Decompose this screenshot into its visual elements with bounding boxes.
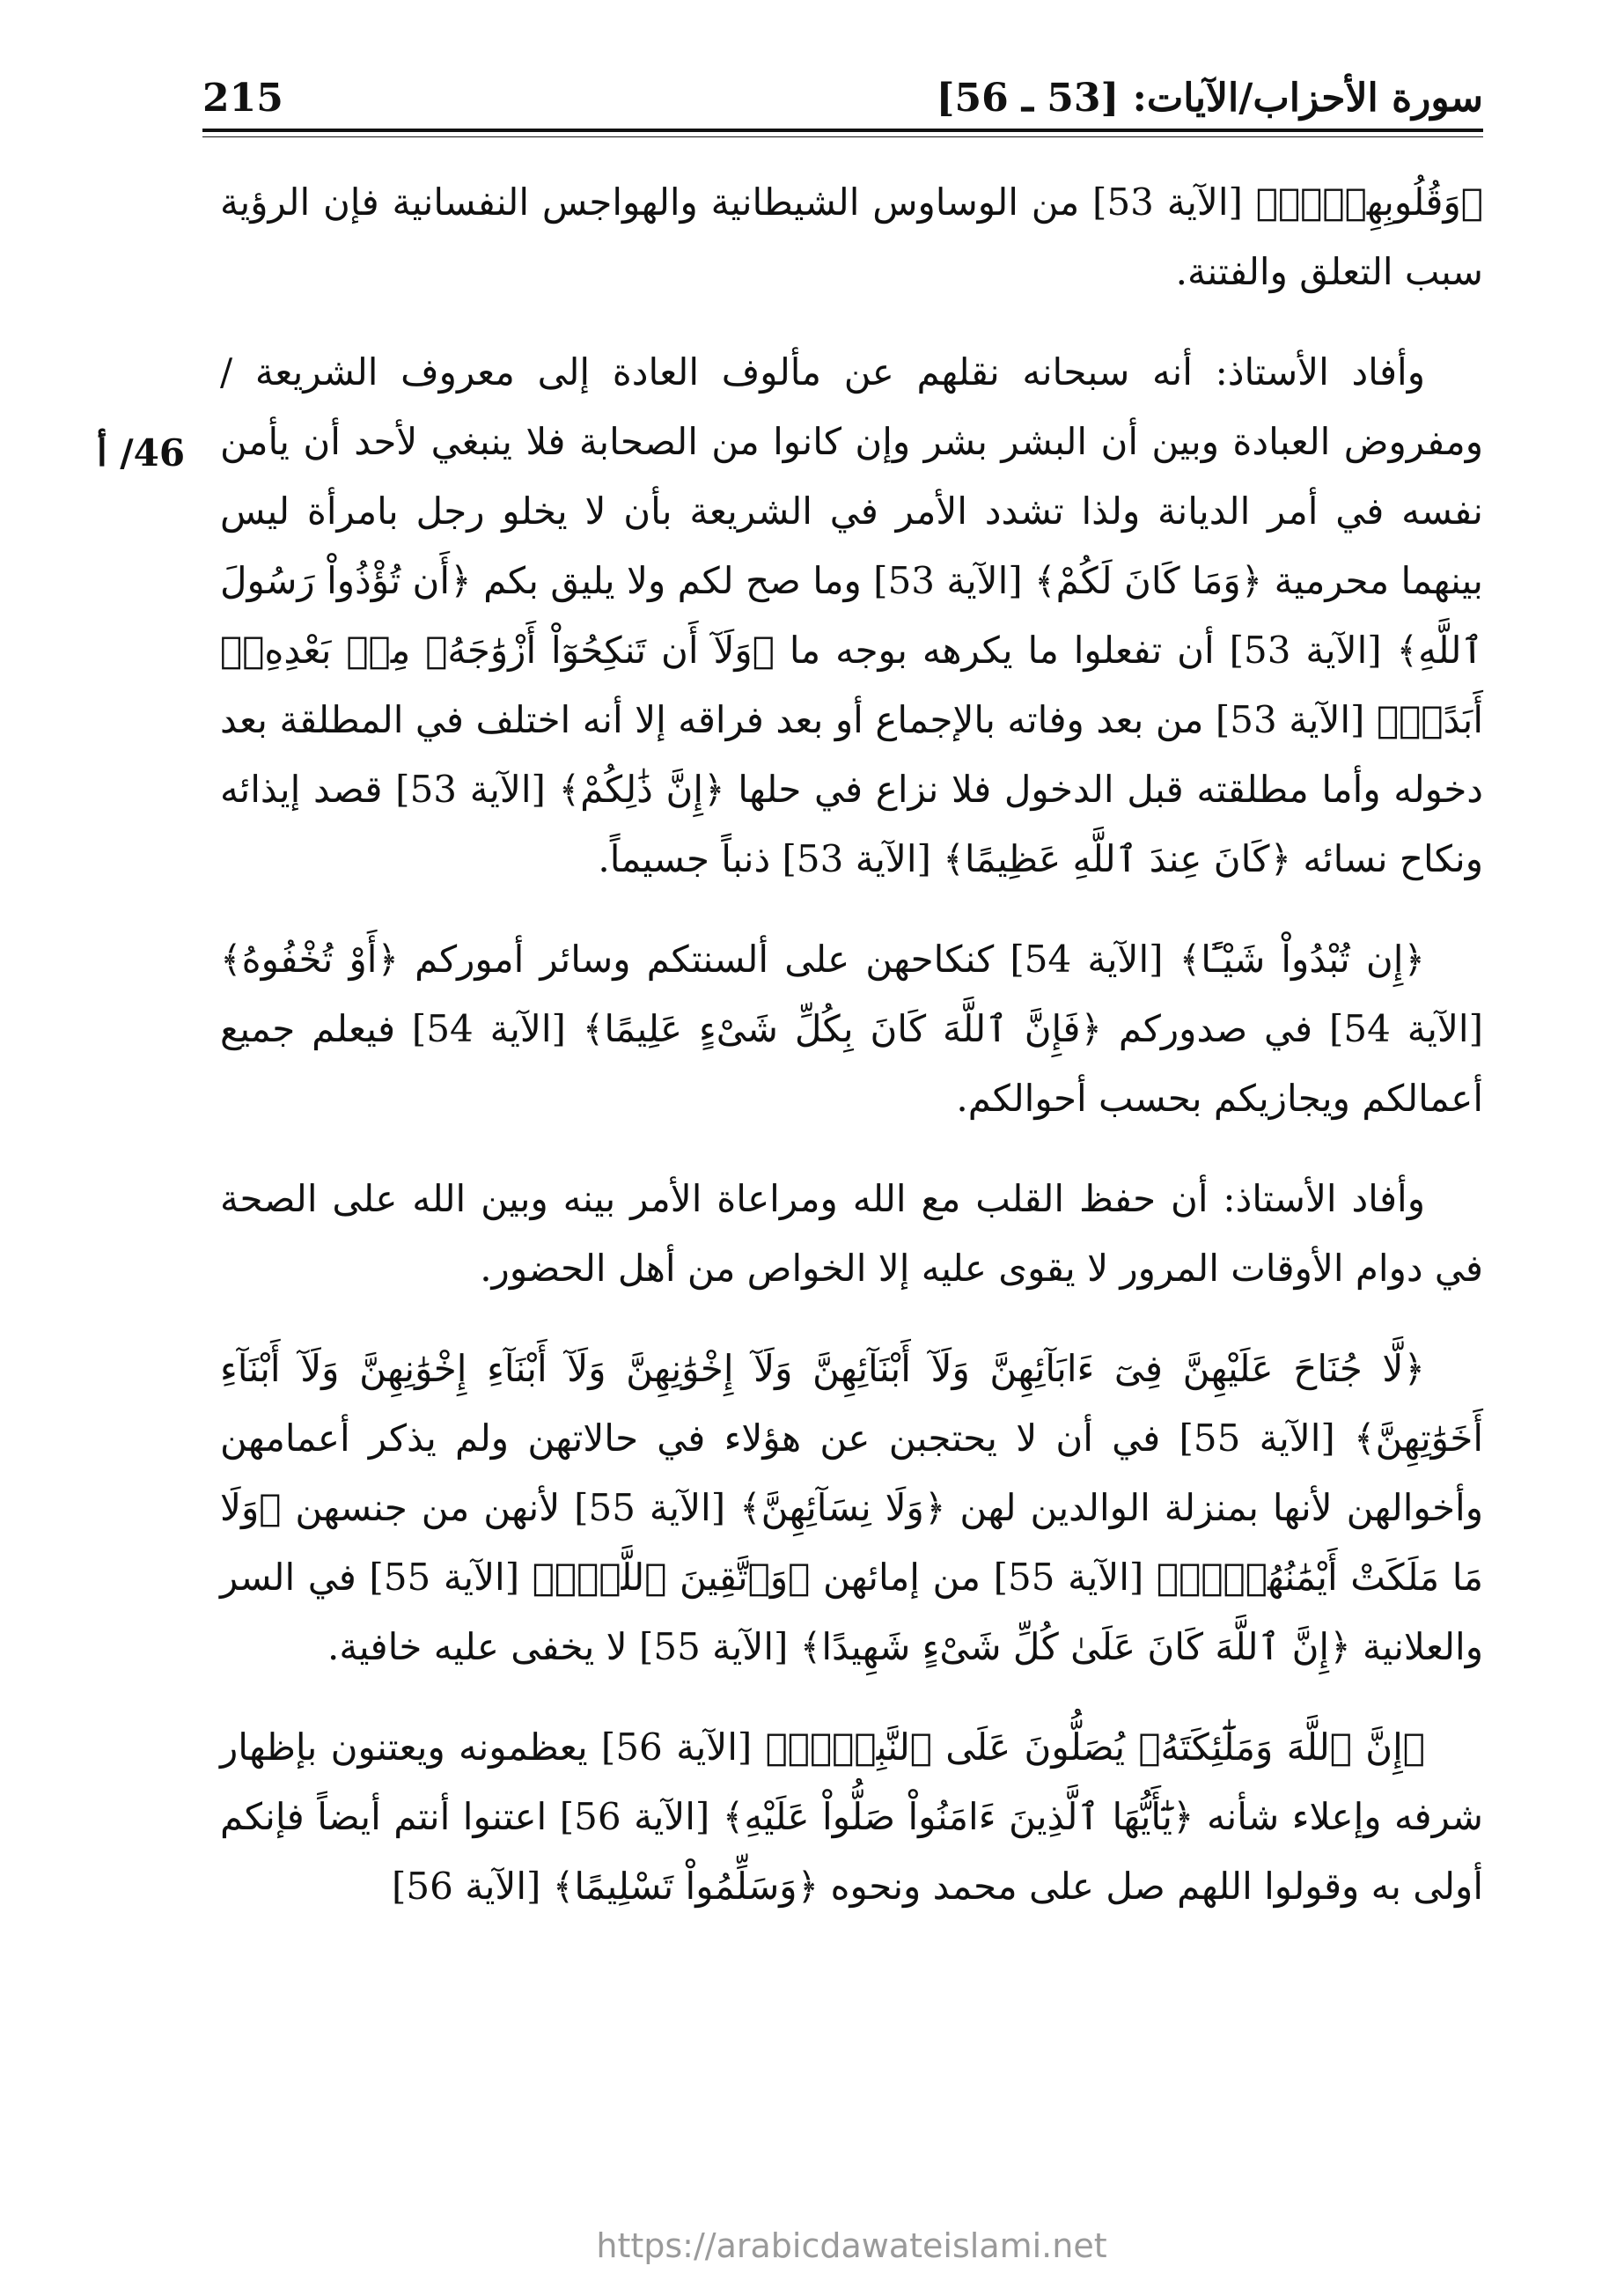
paragraph-2: وأفاد الأستاذ: أنه سبحانه نقلهم عن مألوف العادة إلى معروف الشريعة / ومفروض العبادة وبين أن البشر بشر وإن كانوا من الصحابة فلا ينبغي لأحد أن يأمن نفسه في أمر الديانة ولذا تشدد الأمر في الشريعة بأن لا يخلو رجل بامرأة ليس بينهما محرمية ﴿وَمَا كَانَ لَكُمْ﴾ [الآية 53] وما صح لكم ولا يليق بكم ﴿أَن تُؤْذُواْ رَسُولَ ٱللَّهِ﴾ [الآية 53] أن تفعلوا ما يكرهه بوجه ما ﴿وَلَآ أَن تَنكِحُوٓاْ أَزْوَٰجَهُۥ مِنۢ بَعْدِهِۦٓ أَبَدًاۚ﴾ [الآية 53] من بعد وفاته بالإجماع أو بعد فراقه إلا أنه اختلف في المطلقة بعد دخوله وأما مطلقته قبل الدخول فلا نزاع في حلها ﴿إِنَّ ذَٰلِكُمْ﴾ [الآية 53] قصد إيذائه ونكاح نسائه ﴿كَانَ عِندَ ٱللَّهِ عَظِيمًا﴾ [الآية 53] ذنباً جسيماً. (220, 350, 1483, 880)
watermark-url: https://arabicdawateislami.net (596, 2226, 1107, 2265)
header-divider (202, 129, 1483, 137)
manuscript-folio-note: 46/ أ (97, 431, 186, 475)
paragraph-5: ﴿لَّا جُنَاحَ عَلَيْهِنَّ فِىٓ ءَابَآئِهِنَّ وَلَآ أَبْنَآئِهِنَّ وَلَآ إِخْوَٰنِهِنَّ وَلَآ أَبْنَآءِ إِخْوَٰنِهِنَّ وَلَآ أَبْنَآءِ أَخَوَٰتِهِنَّ﴾ [الآية 55] في أن لا يحتجبن عن هؤلاء في حالاتهن ولم يذكر أعمامهن وأخوالهن لأنها بمنزلة الوالدين لهن ﴿وَلَا نِسَآئِهِنَّ﴾ [الآية 55] لأنهن من جنسهن ﴿وَلَا مَا مَلَكَتْ أَيْمَٰنُهُنَّۗ﴾ [الآية 55] من إمائهن ﴿وَٱتَّقِينَ ٱللَّهَۚ﴾ [الآية 55] في السر والعلانية ﴿إِنَّ ٱللَّهَ كَانَ عَلَىٰ كُلِّ شَىْءٍ شَهِيدًا﴾ [الآية 55] لا يخفى عليه خافية. (220, 1347, 1483, 1668)
surah-title: سورة الأحزاب/الآيات: [53 ـ 56] (936, 76, 1483, 121)
paragraph-3: ﴿إِن تُبْدُواْ شَيْـًٔا﴾ [الآية 54] كنكاحهن على ألسنتكم وسائر أموركم ﴿أَوْ تُخْفُوهُ﴾ [الآية 54] في صدوركم ﴿فَإِنَّ ٱللَّهَ كَانَ بِكُلِّ شَىْءٍ عَلِيمًا﴾ [الآية 54] فيعلم جميع أعمالكم ويجازيكم بحسب أحوالكم. (220, 938, 1483, 1120)
paragraph-1: ﴿وَقُلُوبِهِنَّۚ﴾ [الآية 53] من الوساوس الشيطانية والهواجس النفسانية فإن الرؤية سبب التعلق والفتنة. (220, 180, 1483, 293)
paragraph-4: وأفاد الأستاذ: أن حفظ القلب مع الله ومراعاة الأمر بينه وبين الله على الصحة في دوام الأوقات المرور لا يقوى عليه إلا الخواص من أهل الحضور. (220, 1177, 1483, 1290)
paragraph-6: ﴿إِنَّ ٱللَّهَ وَمَلَٰٓئِكَتَهُۥ يُصَلُّونَ عَلَى ٱلنَّبِىِّۚ﴾ [الآية 56] يعظمونه ويعتنون بإظهار شرفه وإعلاء شأنه ﴿يَٰٓأَيُّهَا ٱلَّذِينَ ءَامَنُواْ صَلُّواْ عَلَيْهِ﴾ [الآية 56] اعتنوا أنتم أيضاً فإنكم أولى به وقولوا اللهم صل على محمد ونحوه ﴿وَسَلِّمُواْ تَسْلِيمًا﴾ [الآية 56] (220, 1725, 1483, 1908)
page-number: 215 (202, 76, 283, 121)
body-text (220, 167, 1483, 1952)
